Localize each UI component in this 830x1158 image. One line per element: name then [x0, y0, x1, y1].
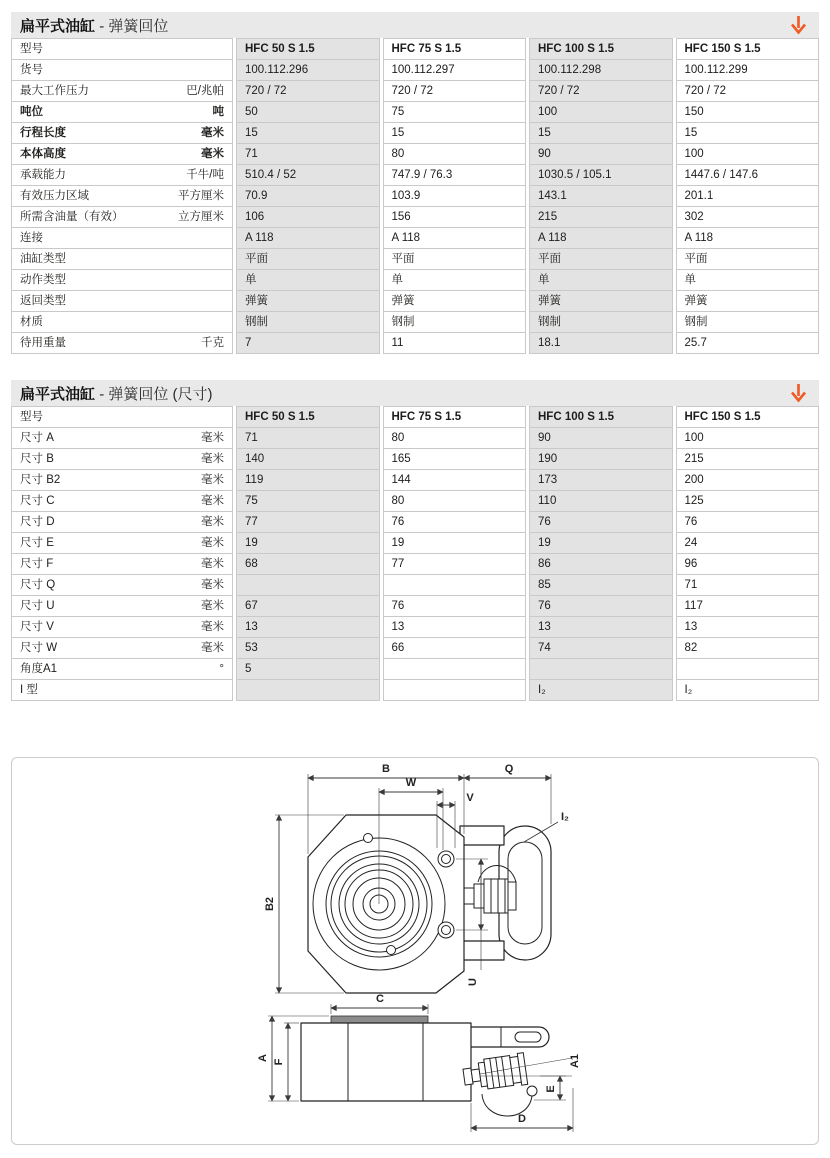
- table-row: [11, 428, 819, 449]
- handle-lug: [460, 941, 504, 960]
- cell-value: [383, 575, 527, 596]
- row-label: 承载能力: [20, 169, 66, 181]
- row-label: 待用重量: [20, 337, 66, 349]
- row-unit: 毫米: [201, 474, 224, 486]
- row-unit: 毫米: [201, 600, 224, 612]
- bolt-hole: [387, 946, 396, 955]
- column-header-model-4: HFC 150 S 1.5: [676, 38, 820, 60]
- cell-value: 720 / 72: [529, 81, 673, 102]
- cylinder-technical-drawing: [12, 758, 818, 1144]
- row-label-cell: [11, 638, 233, 659]
- section-title-product: 扁平式油缸: [20, 385, 96, 403]
- cell-value: [383, 659, 527, 680]
- table-row: [11, 596, 819, 617]
- dim-label-V: V: [466, 792, 474, 804]
- row-label: 尺寸 C: [20, 495, 55, 507]
- cell-value: 平面: [383, 249, 527, 270]
- cell-value: 119: [236, 470, 380, 491]
- row-unit: 千牛/吨: [186, 169, 224, 181]
- cell-value: 100: [676, 144, 820, 165]
- saddle-cap: [331, 1016, 428, 1023]
- row-label-cell: [11, 144, 233, 165]
- cell-value: 平面: [676, 249, 820, 270]
- table-row: [11, 249, 819, 270]
- cell-value: 140: [236, 449, 380, 470]
- table-row: [11, 659, 819, 680]
- cell-value: 156: [383, 207, 527, 228]
- cell-value: 200: [676, 470, 820, 491]
- row-label: 连接: [20, 232, 43, 244]
- row-label-cell: [11, 81, 233, 102]
- section-title-product: 扁平式油缸: [20, 17, 96, 35]
- table-header-row: [11, 38, 819, 60]
- row-label-cell: [11, 449, 233, 470]
- cell-value: 110: [529, 491, 673, 512]
- row-label-cell: [11, 165, 233, 186]
- row-label-cell: [11, 291, 233, 312]
- cell-value: 75: [383, 102, 527, 123]
- dim-label-D: D: [518, 1113, 526, 1125]
- column-header-model-1: HFC 50 S 1.5: [236, 406, 380, 428]
- cell-value: 70.9: [236, 186, 380, 207]
- jump-down-arrow-icon[interactable]: [790, 15, 807, 36]
- coupler-side-view: [462, 1053, 528, 1093]
- cell-value: 钢制: [383, 312, 527, 333]
- dim-label-W: W: [405, 777, 417, 789]
- cell-value: 68: [236, 554, 380, 575]
- cell-value: 19: [529, 533, 673, 554]
- row-label-cell: [11, 428, 233, 449]
- cell-value: 弹簧: [236, 291, 380, 312]
- spec-table-main: [8, 38, 822, 354]
- cell-value: 25.7: [676, 333, 820, 354]
- bolt-hole: [364, 834, 373, 843]
- row-label: 返回类型: [20, 295, 66, 307]
- row-label-cell: [11, 207, 233, 228]
- table-row: [11, 470, 819, 491]
- row-label: 所需含油量（有效）: [20, 211, 124, 223]
- row-label: 尺寸 F: [20, 558, 54, 570]
- row-unit: 毫米: [201, 432, 224, 444]
- cell-value: 1030.5 / 105.1: [529, 165, 673, 186]
- cell-value: 143.1: [529, 186, 673, 207]
- cell-value: 单: [383, 270, 527, 291]
- cell-value: 173: [529, 470, 673, 491]
- cell-value: 15: [236, 123, 380, 144]
- cell-value: 53: [236, 638, 380, 659]
- spec-section-dimensions: [11, 380, 819, 701]
- dim-label-A1: A1: [569, 1053, 581, 1069]
- cell-value: [236, 680, 380, 701]
- row-unit: 吨: [212, 106, 224, 118]
- row-label-cell: [11, 312, 233, 333]
- cell-value: 钢制: [676, 312, 820, 333]
- table-row: [11, 512, 819, 533]
- cell-value: 13: [529, 617, 673, 638]
- column-header-model-label: 型号: [11, 406, 233, 428]
- row-label: 尺寸 B2: [20, 474, 61, 486]
- row-label: 材质: [20, 316, 43, 328]
- cell-value: 100.112.296: [236, 60, 380, 81]
- cell-value: 弹簧: [383, 291, 527, 312]
- cell-value: 80: [383, 491, 527, 512]
- row-unit: 巴/兆帕: [186, 85, 224, 97]
- cell-value: A 118: [236, 228, 380, 249]
- dim-label-A: A: [257, 1054, 269, 1062]
- port-hole: [438, 851, 454, 867]
- cell-value: 单: [676, 270, 820, 291]
- row-unit: 毫米: [201, 537, 224, 549]
- table-row: [11, 575, 819, 596]
- cell-value: 165: [383, 449, 527, 470]
- cell-value: 1447.6 / 147.6: [676, 165, 820, 186]
- cell-value: 77: [383, 554, 527, 575]
- cell-value: 71: [236, 428, 380, 449]
- row-label-cell: [11, 249, 233, 270]
- cell-value: A 118: [676, 228, 820, 249]
- side-view: [257, 993, 581, 1132]
- row-unit: 毫米: [201, 127, 224, 139]
- dim-label-B: B: [382, 763, 390, 775]
- cell-value: 720 / 72: [676, 81, 820, 102]
- cell-value: 747.9 / 76.3: [383, 165, 527, 186]
- row-unit: °: [219, 663, 224, 675]
- row-label-cell: [11, 554, 233, 575]
- row-unit: 毫米: [201, 642, 224, 654]
- cell-value: 13: [236, 617, 380, 638]
- row-label: 吨位: [20, 106, 43, 118]
- cell-value: 13: [383, 617, 527, 638]
- spec-table-dimensions: [8, 406, 822, 701]
- table-row: [11, 207, 819, 228]
- cell-value: 510.4 / 52: [236, 165, 380, 186]
- cell-value: I₂: [529, 680, 673, 701]
- table-row: [11, 312, 819, 333]
- row-label: 角度A1: [20, 663, 58, 675]
- row-label: 油缸类型: [20, 253, 66, 265]
- section-title-variant: - 弹簧回位: [99, 17, 169, 35]
- cell-value: 100.112.297: [383, 60, 527, 81]
- cell-value: 85: [529, 575, 673, 596]
- table-row: [11, 186, 819, 207]
- row-label-cell: [11, 123, 233, 144]
- cell-value: 19: [236, 533, 380, 554]
- port-hole: [438, 922, 454, 938]
- row-label: 有效压力区域: [20, 190, 89, 202]
- cell-value: 100.112.299: [676, 60, 820, 81]
- table-row: [11, 291, 819, 312]
- cell-value: 钢制: [236, 312, 380, 333]
- cell-value: 66: [383, 638, 527, 659]
- dim-label-U: U: [467, 978, 479, 986]
- cell-value: 76: [383, 512, 527, 533]
- row-unit: 毫米: [201, 495, 224, 507]
- cell-value: [236, 575, 380, 596]
- table-row: [11, 144, 819, 165]
- column-header-model-2: HFC 75 S 1.5: [383, 406, 527, 428]
- row-label: 尺寸 Q: [20, 579, 56, 591]
- row-label: 尺寸 A: [20, 432, 54, 444]
- cell-value: 76: [676, 512, 820, 533]
- cell-value: 117: [676, 596, 820, 617]
- table-row: [11, 554, 819, 575]
- section-title-variant: - 弹簧回位 (尺寸): [99, 385, 213, 403]
- table-row: [11, 333, 819, 354]
- row-label-cell: [11, 596, 233, 617]
- cell-value: 弹簧: [676, 291, 820, 312]
- row-label: 尺寸 D: [20, 516, 55, 528]
- cell-value: 125: [676, 491, 820, 512]
- table-row: [11, 81, 819, 102]
- cell-value: 50: [236, 102, 380, 123]
- cell-value: 19: [383, 533, 527, 554]
- cell-value: 86: [529, 554, 673, 575]
- cell-value: 24: [676, 533, 820, 554]
- row-label-cell: [11, 659, 233, 680]
- cell-value: 96: [676, 554, 820, 575]
- cell-value: 100: [529, 102, 673, 123]
- cell-value: 71: [236, 144, 380, 165]
- row-unit: 毫米: [201, 558, 224, 570]
- cell-value: 76: [529, 596, 673, 617]
- cell-value: 100.112.298: [529, 60, 673, 81]
- row-unit: 毫米: [201, 516, 224, 528]
- cell-value: A 118: [529, 228, 673, 249]
- row-label: 行程长度: [20, 127, 66, 139]
- dim-label-I2: I₂: [561, 811, 569, 823]
- row-label: I 型: [20, 684, 38, 696]
- column-header-model-label: 型号: [11, 38, 233, 60]
- cell-value: A 118: [383, 228, 527, 249]
- cell-value: 钢制: [529, 312, 673, 333]
- row-label-cell: [11, 102, 233, 123]
- cell-value: 18.1: [529, 333, 673, 354]
- table-row: [11, 491, 819, 512]
- cell-value: 平面: [236, 249, 380, 270]
- row-label-cell: [11, 470, 233, 491]
- table-row: [11, 680, 819, 701]
- row-label-cell: [11, 512, 233, 533]
- cell-value: 80: [383, 428, 527, 449]
- row-label-cell: [11, 186, 233, 207]
- cell-value: [383, 680, 527, 701]
- cell-value: 302: [676, 207, 820, 228]
- row-label-cell: [11, 680, 233, 701]
- table-row: [11, 165, 819, 186]
- cell-value: 15: [676, 123, 820, 144]
- cell-value: 80: [383, 144, 527, 165]
- cell-value: 75: [236, 491, 380, 512]
- table-row: [11, 102, 819, 123]
- table-row: [11, 638, 819, 659]
- cell-value: 74: [529, 638, 673, 659]
- cell-value: 7: [236, 333, 380, 354]
- row-label-cell: [11, 270, 233, 291]
- row-unit: 立方厘米: [178, 211, 224, 223]
- cell-value: 67: [236, 596, 380, 617]
- row-label: 动作类型: [20, 274, 66, 286]
- cylinder-body-side: [301, 1023, 471, 1101]
- cell-value: 单: [236, 270, 380, 291]
- cell-value: 720 / 72: [236, 81, 380, 102]
- table-row: [11, 123, 819, 144]
- row-label-cell: [11, 533, 233, 554]
- dim-label-C: C: [376, 993, 384, 1005]
- cell-value: 76: [529, 512, 673, 533]
- cell-value: 15: [383, 123, 527, 144]
- row-label: 尺寸 E: [20, 537, 54, 549]
- cell-value: 103.9: [383, 186, 527, 207]
- dim-label-B2: B2: [264, 896, 276, 912]
- cell-value: 144: [383, 470, 527, 491]
- section-title: [20, 383, 213, 404]
- row-label-cell: [11, 60, 233, 81]
- cell-value: 215: [676, 449, 820, 470]
- cell-value: 71: [676, 575, 820, 596]
- row-unit: 平方厘米: [178, 190, 224, 202]
- row-label: 货号: [20, 64, 43, 76]
- cell-value: 720 / 72: [383, 81, 527, 102]
- top-view: [264, 763, 569, 993]
- row-label-cell: [11, 617, 233, 638]
- cell-value: 150: [676, 102, 820, 123]
- row-label: 尺寸 V: [20, 621, 54, 633]
- table-row: [11, 270, 819, 291]
- row-unit: 毫米: [201, 453, 224, 465]
- cell-value: 90: [529, 428, 673, 449]
- handle-lug: [460, 826, 504, 845]
- table-row: [11, 617, 819, 638]
- table-header-row: [11, 406, 819, 428]
- dim-label-E: E: [545, 1085, 557, 1093]
- cell-value: 5: [236, 659, 380, 680]
- row-label-cell: [11, 228, 233, 249]
- cell-value: 100: [676, 428, 820, 449]
- cell-value: 15: [529, 123, 673, 144]
- cell-value: 215: [529, 207, 673, 228]
- row-label: 尺寸 U: [20, 600, 55, 612]
- column-header-model-3: HFC 100 S 1.5: [529, 406, 673, 428]
- cell-value: 90: [529, 144, 673, 165]
- row-unit: 毫米: [201, 579, 224, 591]
- jump-down-arrow-icon[interactable]: [790, 383, 807, 404]
- row-label-cell: [11, 491, 233, 512]
- cell-value: 76: [383, 596, 527, 617]
- column-header-model-3: HFC 100 S 1.5: [529, 38, 673, 60]
- column-header-model-1: HFC 50 S 1.5: [236, 38, 380, 60]
- row-label: 尺寸 W: [20, 642, 58, 654]
- row-label: 尺寸 B: [20, 453, 54, 465]
- table-row: [11, 228, 819, 249]
- cell-value: [529, 659, 673, 680]
- cell-value: 190: [529, 449, 673, 470]
- cell-value: 11: [383, 333, 527, 354]
- dim-label-Q: Q: [504, 763, 514, 775]
- cell-value: 201.1: [676, 186, 820, 207]
- cell-value: 106: [236, 207, 380, 228]
- row-label: 最大工作压力: [20, 85, 89, 97]
- cell-value: 13: [676, 617, 820, 638]
- cell-value: 82: [676, 638, 820, 659]
- table-row: [11, 449, 819, 470]
- dim-label-F: F: [273, 1058, 285, 1066]
- row-label-cell: [11, 333, 233, 354]
- column-header-model-4: HFC 150 S 1.5: [676, 406, 820, 428]
- row-unit: 毫米: [201, 148, 224, 160]
- table-row: [11, 533, 819, 554]
- row-unit: 毫米: [201, 621, 224, 633]
- cell-value: [676, 659, 820, 680]
- column-header-model-2: HFC 75 S 1.5: [383, 38, 527, 60]
- row-unit: 千克: [201, 337, 224, 349]
- cell-value: 弹簧: [529, 291, 673, 312]
- section-title-bar: [11, 380, 819, 406]
- spec-section-main: [11, 12, 819, 354]
- cell-value: 77: [236, 512, 380, 533]
- technical-drawing-panel: [11, 757, 819, 1145]
- cell-value: 平面: [529, 249, 673, 270]
- row-label: 本体高度: [20, 148, 66, 160]
- table-row: [11, 60, 819, 81]
- cell-value: I₂: [676, 680, 820, 701]
- section-title: [20, 15, 168, 36]
- section-title-bar: [11, 12, 819, 38]
- cell-value: 单: [529, 270, 673, 291]
- row-label-cell: [11, 575, 233, 596]
